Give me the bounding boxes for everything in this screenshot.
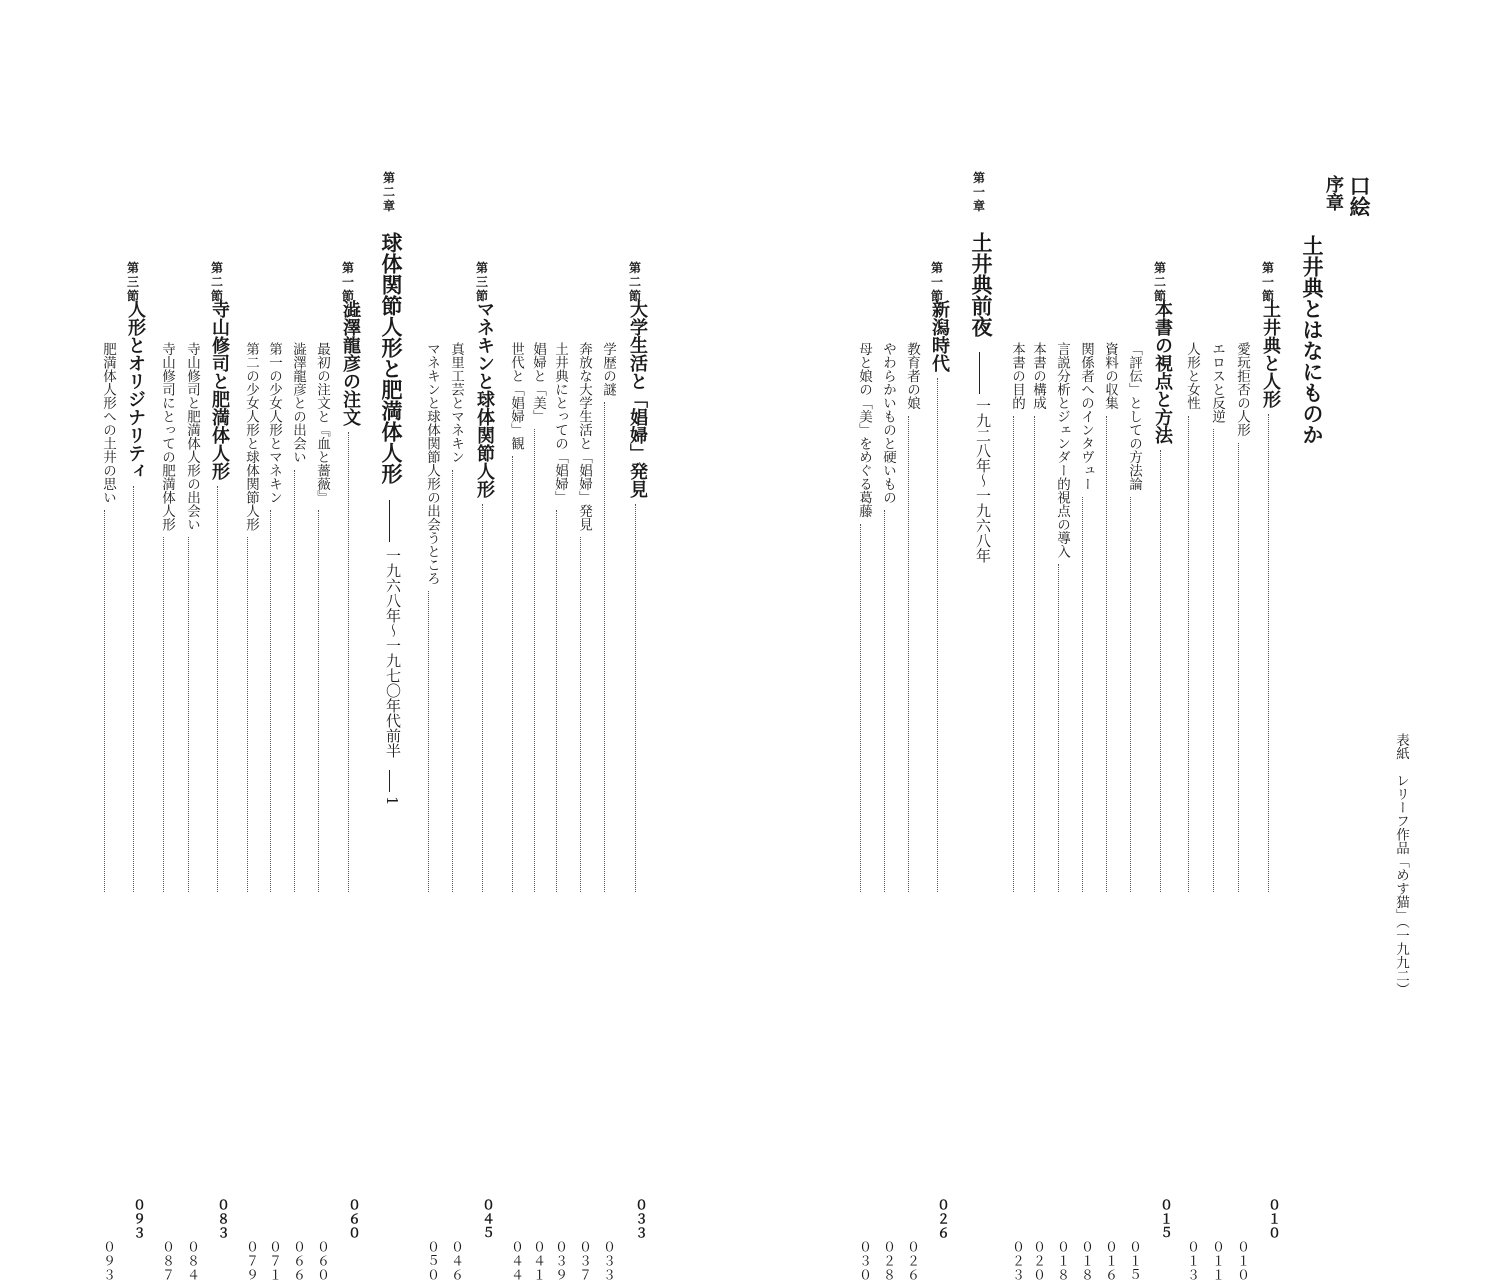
ch1-sec1-item-1-text: やわらかいものと硬いもの <box>880 342 896 504</box>
ch1-sec3-title-leader <box>482 504 483 892</box>
prologue-sec2-item-2-text: 関係者へのインタヴュー <box>1078 342 1094 491</box>
prologue-sec2-item-5-page: ０２３ <box>1009 1240 1024 1282</box>
ch2-range-end-rule <box>389 770 390 792</box>
ch2-sec2-item-0-leader <box>188 537 189 892</box>
ch2-badge-char-0: 第 <box>382 171 395 185</box>
ch2-sec3-badge-char-2: 節 <box>126 288 139 303</box>
prologue-title-text: 土井典とはなにものか <box>1300 235 1325 445</box>
prologue-sec2-item-3-page: ０１８ <box>1054 1240 1069 1282</box>
prologue-sec1-item-2-text: 人形と女性 <box>1184 342 1200 410</box>
ch1-sec2-item-3-leader <box>534 429 535 892</box>
ch2-sec2-badge-char-2: 節 <box>210 288 223 303</box>
ch2-sec1-item-3 <box>237 342 259 1282</box>
ch1-sec3-item-1-leader <box>428 591 429 892</box>
ch2-sec1-item-0-page: ０６０ <box>314 1240 329 1282</box>
ch2-title-text: 球体関節人形と肥満体人形 <box>379 232 404 484</box>
ch1-badge-char-1: 一 <box>972 184 985 199</box>
ch1-sec2-item-2-text: 土井典にとっての「娼婦」 <box>552 342 568 504</box>
ch2-sec2-title-leader <box>217 486 218 892</box>
ch1-sec1-item-0 <box>898 342 920 1282</box>
prologue-sec1-badge <box>1256 262 1280 303</box>
ch1-sec2-item-1-page: ０３７ <box>576 1240 591 1282</box>
ch2-sec2-item-0-text: 寺山修司と肥満体人形の出会い <box>184 342 200 531</box>
ch2-sec1-badge-char-1: 一 <box>341 274 354 289</box>
prologue-sec2-badge <box>1148 262 1172 303</box>
ch2-badge-char-1: 二 <box>382 184 395 199</box>
ch1-sec2-item-1 <box>570 342 592 1282</box>
prologue-sec1-title-leader <box>1268 414 1269 892</box>
ch2-sec2-item-0 <box>178 342 200 1282</box>
ch1-sec3-item-1-page: ０５０ <box>424 1240 439 1282</box>
ch2-sec3-item-0-text: 肥満体人形への土井の思い <box>100 342 116 504</box>
prologue-sec2-item-0 <box>1120 342 1142 1282</box>
ch1-badge-char-2: 章 <box>972 198 985 213</box>
ch2-sec1-item-1-page: ０６６ <box>290 1240 305 1282</box>
ch1-sec2-item-3 <box>524 342 546 1282</box>
prologue-sec2-item-4-page: ０２０ <box>1030 1240 1045 1282</box>
ch1-sec1-item-1 <box>874 342 896 1282</box>
ch2-sec1-item-2-text: 第一の少女人形とマネキン <box>266 342 282 504</box>
prologue-sec1-title-page: ０１０ <box>1265 1198 1280 1240</box>
ch2-sec2-title <box>206 300 230 1240</box>
prologue-sec1-item-1-text: エロスと反逆 <box>1209 342 1225 423</box>
prologue-sec2-item-4-text: 本書の構成 <box>1030 342 1046 410</box>
prologue-sec2-item-5 <box>1003 342 1025 1282</box>
ch1-title-text: 土井典前夜 <box>969 232 994 337</box>
prologue-sec2-item-0-leader <box>1130 497 1131 893</box>
ch2-range-page: 1 <box>383 796 401 806</box>
ch2-sec1-item-1-text: 澁澤龍彦との出会い <box>290 342 306 464</box>
ch2-sec2-item-1-page: ０８７ <box>159 1240 174 1282</box>
ch1-sec3-item-0-text: 真里工芸とマネキン <box>448 342 464 464</box>
ch2-sec1-item-1 <box>284 342 306 1282</box>
prologue-sec1-badge-char-1: 一 <box>1261 274 1274 289</box>
ch1-sec2-title <box>624 300 648 1240</box>
prologue-title <box>1297 235 1323 1060</box>
frontispiece-text: 口絵 <box>1347 175 1372 217</box>
prologue-sec1-item-0-text: 愛玩拒否の人形 <box>1234 342 1250 437</box>
ch1-sec3-title-page: ０４５ <box>479 1198 494 1240</box>
ch2-sec3-item-0-page: ０９３ <box>100 1240 115 1282</box>
ch1-sec1-item-0-page: ０２６ <box>904 1240 919 1282</box>
right-page <box>750 0 1500 1282</box>
prologue-sec2-item-1 <box>1096 342 1118 1282</box>
ch2-sec3-badge-char-1: 三 <box>126 274 139 289</box>
ch1-sec2-badge <box>623 262 647 303</box>
ch2-sec1-item-2-page: ０７１ <box>266 1240 281 1282</box>
ch1-sec1-badge-char-2: 節 <box>930 288 943 303</box>
prologue-sec2-title-leader <box>1160 450 1161 892</box>
ch1-sec2-item-4-leader <box>512 456 513 892</box>
ch1-sec1-badge <box>925 262 949 303</box>
ch2-sec1-item-1-leader <box>294 470 295 893</box>
prologue-sec2-badge-char-0: 第 <box>1153 261 1166 275</box>
prologue-sec2-item-3-text: 言説分析とジェンダー的視点の導入 <box>1054 342 1070 558</box>
prologue-sec2-item-1-page: ０１６ <box>1102 1240 1117 1282</box>
ch1-sec1-item-2 <box>850 342 872 1282</box>
ch2-sec2-item-0-page: ０８４ <box>184 1240 199 1282</box>
prologue-sec1-item-2 <box>1178 342 1200 1282</box>
ch1-sec2-badge-char-0: 第 <box>628 261 641 275</box>
ch1-sec1-badge-char-1: 一 <box>930 274 943 289</box>
prologue-sec2-title-text: 本書の視点と方法 <box>1152 300 1173 444</box>
prologue-sec1-item-1 <box>1203 342 1225 1282</box>
ch2-sec1-badge-char-2: 節 <box>341 288 354 303</box>
prologue-sec2-item-1-text: 資料の収集 <box>1102 342 1118 410</box>
prologue-sec2-item-4 <box>1024 342 1046 1282</box>
prologue-sec2-item-2-page: ０１８ <box>1078 1240 1093 1282</box>
ch2-badge-char-2: 章 <box>382 198 395 213</box>
prologue-sec2-item-2-leader <box>1082 497 1083 893</box>
prologue-label-text: 序章 <box>1323 175 1344 211</box>
ch1-sec1-title-text: 新潟時代 <box>929 300 950 372</box>
prologue-sec2-item-3-leader <box>1058 564 1059 892</box>
prologue-sec2-item-1-leader <box>1106 416 1107 893</box>
prologue-sec1-item-0 <box>1228 342 1250 1282</box>
prologue-sec1-badge-char-0: 第 <box>1261 261 1274 275</box>
ch2-sec3-title-leader <box>133 486 134 892</box>
ch2-sec1-badge-char-0: 第 <box>341 261 354 275</box>
ch2-sec2-item-1 <box>153 342 175 1282</box>
ch1-sec2-item-4 <box>502 342 524 1282</box>
prologue-sec2-item-5-leader <box>1013 416 1014 893</box>
ch1-badge <box>967 172 991 213</box>
prologue-sec2-item-2 <box>1072 342 1094 1282</box>
ch2-sec1-item-3-text: 第二の少女人形と球体関節人形 <box>243 342 259 531</box>
prologue-sec1-title <box>1257 300 1281 1240</box>
prologue-sec2-title <box>1149 300 1173 1240</box>
ch2-sec1-title <box>337 300 361 1240</box>
ch2-sec1-item-0 <box>308 342 330 1282</box>
ch2-badge <box>377 172 401 213</box>
ch1-sec2-item-2 <box>546 342 568 1282</box>
prologue-sec1-badge-char-2: 節 <box>1261 288 1274 303</box>
ch1-sec1-item-2-page: ０３０ <box>856 1240 871 1282</box>
prologue-sec2-item-0-page: ０１５ <box>1126 1240 1141 1282</box>
ch2-sec2-item-1-leader <box>163 537 164 892</box>
frontispiece <box>1346 175 1370 1060</box>
ch2-sec1-item-0-leader <box>318 510 319 892</box>
ch2-sec2-badge <box>205 262 229 303</box>
ch2-sec3-title-text: 人形とオリジナリティ <box>125 300 146 480</box>
ch1-sec1-title-page: ０２６ <box>934 1198 949 1240</box>
ch1-sec1-item-2-text: 母と娘の「美」をめぐる葛藤 <box>856 342 872 518</box>
ch2-sec2-badge-char-0: 第 <box>210 261 223 275</box>
ch1-sec2-item-3-page: ０４１ <box>530 1240 545 1282</box>
prologue-sec2-item-5-text: 本書の目的 <box>1009 342 1025 410</box>
prologue-sec1-item-2-leader <box>1188 416 1189 893</box>
ch1-range <box>968 398 990 1060</box>
ch1-range-rule <box>979 352 980 394</box>
ch1-sec1-badge-char-0: 第 <box>930 261 943 275</box>
ch1-sec2-item-1-leader <box>580 537 581 892</box>
prologue-sec2-item-4-leader <box>1034 416 1035 893</box>
ch1-sec2-title-leader <box>635 504 636 892</box>
ch1-sec3-item-0 <box>442 342 464 1282</box>
ch1-sec2-badge-char-2: 節 <box>628 288 641 303</box>
prologue-sec2-title-page: ０１５ <box>1157 1198 1172 1240</box>
ch2-sec1-badge <box>336 262 360 303</box>
cover-note: 表紙 レリーフ作品「めす猫」（一九九二） <box>1393 733 1409 997</box>
ch1-sec2-title-page: ０３３ <box>632 1198 647 1240</box>
ch2-sec1-item-2 <box>260 342 282 1282</box>
ch2-sec2-title-page: ０８３ <box>214 1198 229 1240</box>
ch1-sec3-item-0-leader <box>452 470 453 893</box>
ch1-sec1-title-leader <box>937 378 938 892</box>
ch2-range-text: 一九六八年〜一九七〇年代前半 <box>384 548 402 758</box>
ch1-sec2-item-2-leader <box>556 510 557 892</box>
ch1-sec2-badge-char-1: 二 <box>628 274 641 289</box>
ch1-sec3-badge-char-1: 三 <box>475 274 488 289</box>
ch1-sec2-item-1-text: 奔放な大学生活と「娼婦」発見 <box>576 342 592 531</box>
prologue-sec1-item-0-page: ０１０ <box>1234 1240 1249 1282</box>
ch1-sec1-item-1-page: ０２８ <box>880 1240 895 1282</box>
ch2-sec1-title-text: 澁澤龍彦の注文 <box>340 300 361 426</box>
ch2-sec2-item-1-text: 寺山修司にとっての肥満体人形 <box>159 342 175 531</box>
ch1-sec3-item-0-page: ０４６ <box>448 1240 463 1282</box>
ch1-sec3-badge-char-2: 節 <box>475 288 488 303</box>
ch1-sec2-item-0-page: ０３３ <box>600 1240 615 1282</box>
prologue-sec1-item-0-leader <box>1238 443 1239 893</box>
ch1-sec2-item-2-page: ０３９ <box>552 1240 567 1282</box>
ch2-sec3-badge-char-0: 第 <box>126 261 139 275</box>
ch2-sec1-item-2-leader <box>270 510 271 892</box>
ch1-sec1-title <box>926 300 950 1240</box>
ch2-sec1-title-leader <box>348 432 349 892</box>
ch1-sec3-badge-char-0: 第 <box>475 261 488 275</box>
ch2-range-rule <box>389 500 390 542</box>
ch1-sec2-item-4-page: ０４４ <box>508 1240 523 1282</box>
ch1-sec2-item-4-text: 世代と「娼婦」観 <box>508 342 524 450</box>
ch1-sec1-item-1-leader <box>884 510 885 892</box>
ch2-sec1-item-3-page: ０７９ <box>243 1240 258 1282</box>
ch1-sec1-item-2-leader <box>860 524 861 893</box>
ch1-sec1-item-0-leader <box>908 416 909 893</box>
ch1-sec3-title <box>471 300 495 1240</box>
ch1-sec2-item-0-text: 学歴の謎 <box>600 342 616 396</box>
ch1-badge-char-0: 第 <box>972 171 985 185</box>
prologue-sec2-item-3 <box>1048 342 1070 1282</box>
ch1-sec2-title-text: 大学生活と「娼婦」発見 <box>627 300 648 498</box>
ch2-sec3-item-0 <box>94 342 116 1282</box>
ch1-sec3-badge <box>470 262 494 303</box>
prologue-sec1-title-text: 土井典と人形 <box>1260 300 1281 408</box>
ch2-sec3-title <box>122 300 146 1240</box>
prologue-sec2-item-0-text: 「評伝」としての方法論 <box>1126 342 1142 491</box>
ch1-sec1-item-0-text: 教育者の娘 <box>904 342 920 410</box>
ch2-sec2-badge-char-1: 二 <box>210 274 223 289</box>
ch1-sec3-item-1 <box>418 342 440 1282</box>
ch2-sec1-item-3-leader <box>247 537 248 892</box>
ch1-sec2-item-0-leader <box>604 402 605 892</box>
prologue-sec2-badge-char-1: 二 <box>1153 274 1166 289</box>
ch1-range-text: 一九二八年〜一九六八年 <box>974 398 992 563</box>
ch2-sec2-title-text: 寺山修司と肥満体人形 <box>209 300 230 480</box>
ch1-sec2-item-0 <box>594 342 616 1282</box>
ch2-sec3-item-0-leader <box>104 510 105 892</box>
ch2-sec1-title-page: ０６０ <box>345 1198 360 1240</box>
ch1-sec2-item-3-text: 娼婦と「美」 <box>530 342 546 423</box>
prologue-sec1-item-1-leader <box>1213 429 1214 892</box>
ch2-sec3-badge <box>121 262 145 303</box>
prologue-sec1-item-2-page: ０１３ <box>1184 1240 1199 1282</box>
prologue-sec2-badge-char-2: 節 <box>1153 288 1166 303</box>
ch1-sec3-item-1-text: マネキンと球体関節人形の出会うところ <box>424 342 440 585</box>
ch2-sec1-item-0-text: 最初の注文と『血と薔薇』 <box>314 342 330 504</box>
ch2-sec3-title-page: ０９３ <box>130 1198 145 1240</box>
ch1-sec3-title-text: マネキンと球体関節人形 <box>474 300 495 498</box>
prologue-sec1-item-1-page: ０１１ <box>1209 1240 1224 1282</box>
